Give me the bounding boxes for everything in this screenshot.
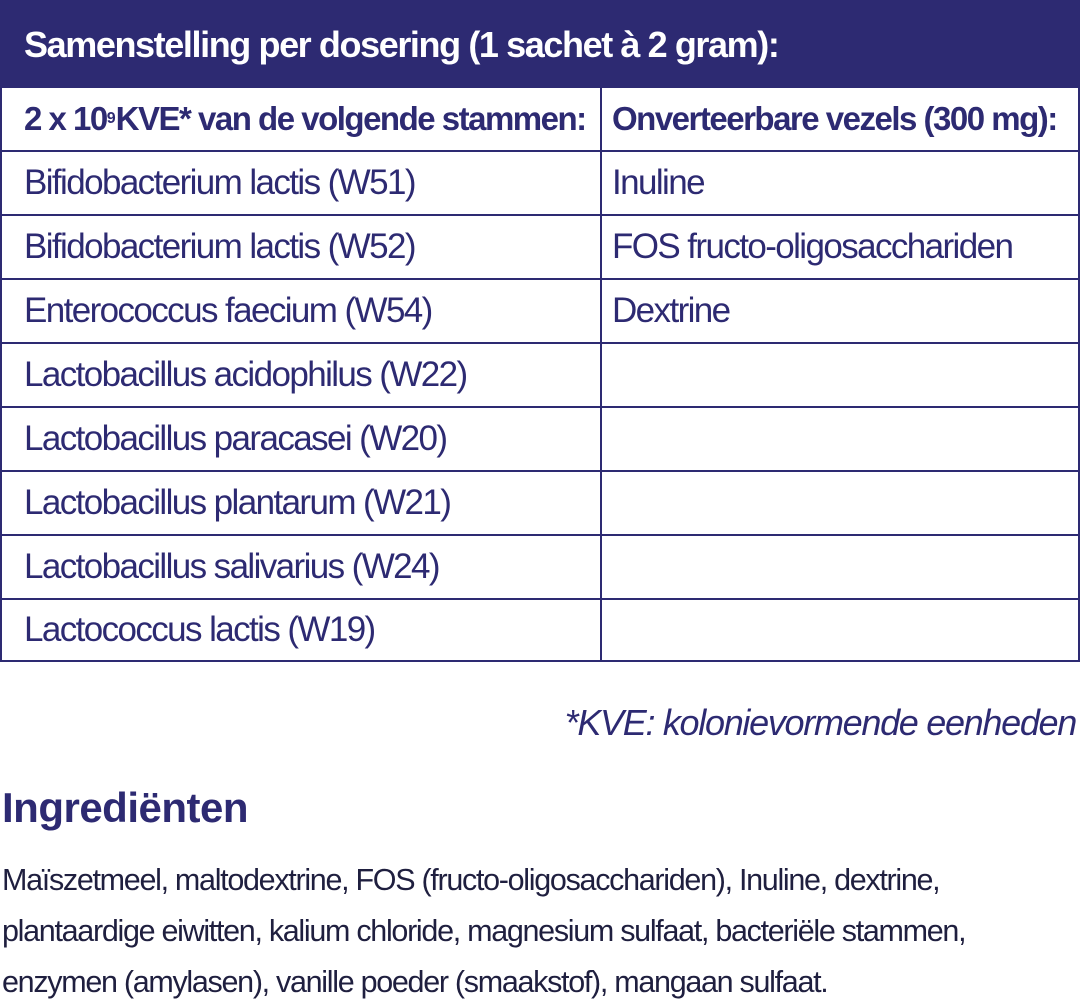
header-fibers: Onverteerbare vezels (300 mg): xyxy=(612,100,1057,137)
table-row xyxy=(2,342,1078,406)
fiber-cell: Dextrine xyxy=(612,291,730,330)
ingredients-text: Maïszetmeel, maltodextrine, FOS (fructo-oligosacchariden), Inuline, dextrine, plantaardige eiwitten, kalium chloride, magnesium sulfaat, bacteriële stammen, enzymen (amylasen), vanille poeder (smaakstof), mangaan sulfaat. xyxy=(2,863,966,999)
strain-cell: Bifidobacterium lactis (W51) xyxy=(2,152,602,214)
strain-cell: Bifidobacterium lactis (W52) xyxy=(2,216,602,278)
header-strains-exponent: 9 xyxy=(106,110,116,127)
table-row xyxy=(2,534,1078,598)
table-row xyxy=(2,278,1078,342)
fiber-cell: Inuline xyxy=(612,163,704,202)
strain-cell: Lactobacillus acidophilus (W22) xyxy=(2,344,602,406)
header-strains-prefix: 2 x 10 xyxy=(24,100,107,137)
strain-cell: Lactococcus lactis (W19) xyxy=(2,600,602,660)
table-row xyxy=(2,406,1078,470)
fiber-cell xyxy=(602,536,1078,598)
header-strains xyxy=(2,88,602,150)
table-row xyxy=(2,214,1078,278)
fiber-cell: FOS fructo-oligosacchariden xyxy=(612,227,1013,266)
strain-cell: Lactobacillus salivarius (W24) xyxy=(2,536,602,598)
table-row xyxy=(2,150,1078,214)
fiber-cell xyxy=(602,472,1078,534)
composition-title: Samenstelling per dosering (1 sachet à 2 gram): xyxy=(2,2,1078,88)
fiber-cell xyxy=(602,344,1078,406)
strain-cell: Lactobacillus paracasei (W20) xyxy=(2,408,602,470)
header-strains-suffix: KVE* van de volgende stammen: xyxy=(115,100,586,137)
fiber-cell xyxy=(602,408,1078,470)
kve-footnote: *KVE: kolonievormende eenheden xyxy=(564,702,1076,743)
strain-cell: Enterococcus faecium (W54) xyxy=(2,280,602,342)
fiber-cell xyxy=(602,600,1078,660)
table-row xyxy=(2,598,1078,660)
table-row xyxy=(2,470,1078,534)
ingredients-heading: Ingrediënten xyxy=(2,784,249,831)
table-header-row xyxy=(2,88,1078,150)
strain-cell: Lactobacillus plantarum (W21) xyxy=(2,472,602,534)
